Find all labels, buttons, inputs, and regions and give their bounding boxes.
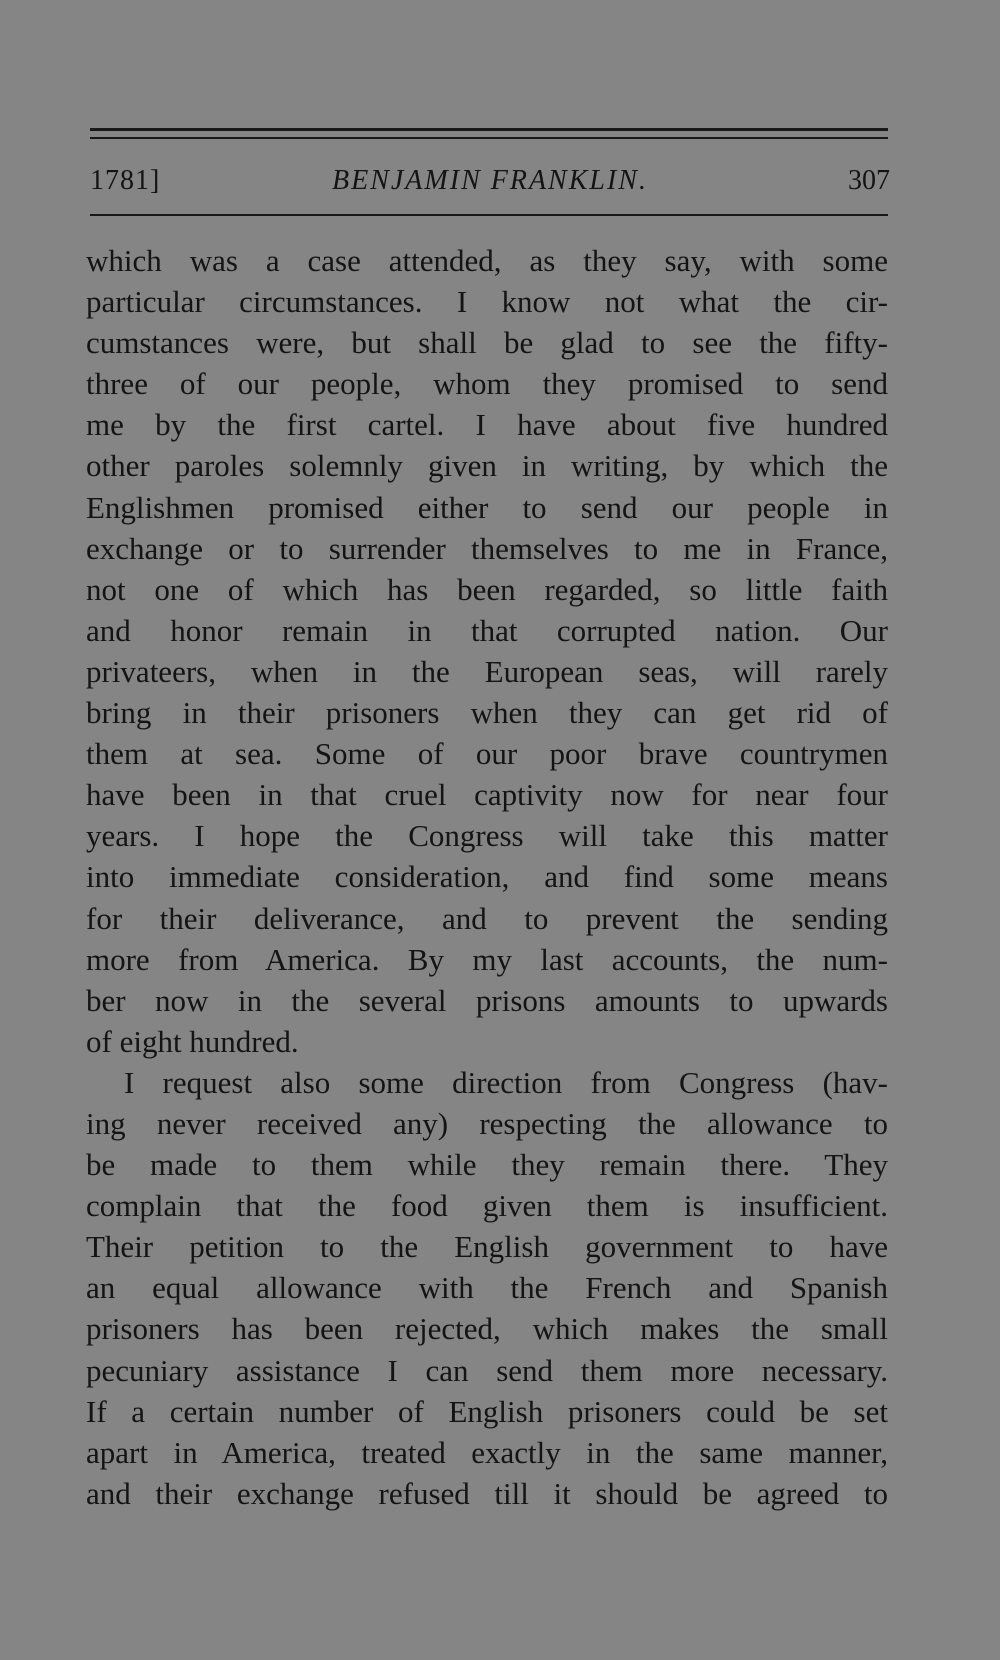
text-line: particular circumstances. I know not what the cir- bbox=[86, 284, 888, 320]
text-line: cumstances were, but shall be glad to see the fifty- bbox=[86, 325, 888, 361]
text-line: more from America. By my last accounts, the num- bbox=[86, 941, 888, 977]
text-line: have been in that cruel captivity now for near four bbox=[86, 777, 888, 813]
text-line: be made to them while they remain there. They bbox=[86, 1147, 888, 1183]
page-number: 307 bbox=[848, 165, 890, 196]
header-year: 1781] bbox=[90, 165, 161, 196]
text-line: me by the first cartel. I have about five hundred bbox=[86, 407, 888, 443]
text-line: apart in America, treated exactly in the same manner, bbox=[86, 1434, 888, 1470]
text-line: Their petition to the English government to have bbox=[86, 1229, 888, 1265]
text-line: for their deliverance, and to prevent the sending bbox=[86, 900, 888, 936]
text-line: other paroles solemnly given in writing, by which the bbox=[86, 448, 888, 484]
text-line: into immediate consideration, and find some means bbox=[86, 859, 888, 895]
text-line: years. I hope the Congress will take this matter bbox=[86, 818, 888, 854]
header-rule bbox=[90, 214, 888, 216]
running-title: BENJAMIN FRANKLIN. bbox=[332, 165, 648, 196]
text-line: and their exchange refused till it should be agreed to bbox=[86, 1475, 888, 1511]
text-line: three of our people, whom they promised to send bbox=[86, 366, 888, 402]
body-text bbox=[86, 240, 888, 1514]
running-header bbox=[90, 165, 890, 201]
text-line: ing never received any) respecting the allowance to bbox=[86, 1105, 888, 1141]
text-line: If a certain number of English prisoners could be set bbox=[86, 1393, 888, 1429]
text-line: and honor remain in that corrupted nation. Our bbox=[86, 612, 888, 648]
text-line: not one of which has been regarded, so little faith bbox=[86, 571, 888, 607]
text-line: exchange or to surrender themselves to me in France, bbox=[86, 530, 888, 566]
text-line: bring in their prisoners when they can get rid of bbox=[86, 695, 888, 731]
text-line: an equal allowance with the French and Spanish bbox=[86, 1270, 888, 1306]
text-line: Englishmen promised either to send our people in bbox=[86, 489, 888, 525]
paragraph bbox=[86, 240, 888, 1062]
text-line: pecuniary assistance I can send them more necessary. bbox=[86, 1352, 888, 1388]
text-line: ber now in the several prisons amounts to upwards bbox=[86, 982, 888, 1018]
text-line: which was a case attended, as they say, with some bbox=[86, 243, 888, 278]
text-line: prisoners has been rejected, which makes the small bbox=[86, 1311, 888, 1347]
text-line: them at sea. Some of our poor brave countrymen bbox=[86, 736, 888, 772]
text-line: I request also some direction from Congress (hav- bbox=[124, 1064, 888, 1100]
paragraph bbox=[86, 1062, 888, 1514]
top-double-rule-lower bbox=[90, 137, 888, 139]
top-double-rule-upper bbox=[90, 128, 888, 131]
text-line: privateers, when in the European seas, will rarely bbox=[86, 653, 888, 689]
text-line: of eight hundred. bbox=[86, 1023, 299, 1059]
text-line: complain that the food given them is insufficient. bbox=[86, 1188, 888, 1224]
